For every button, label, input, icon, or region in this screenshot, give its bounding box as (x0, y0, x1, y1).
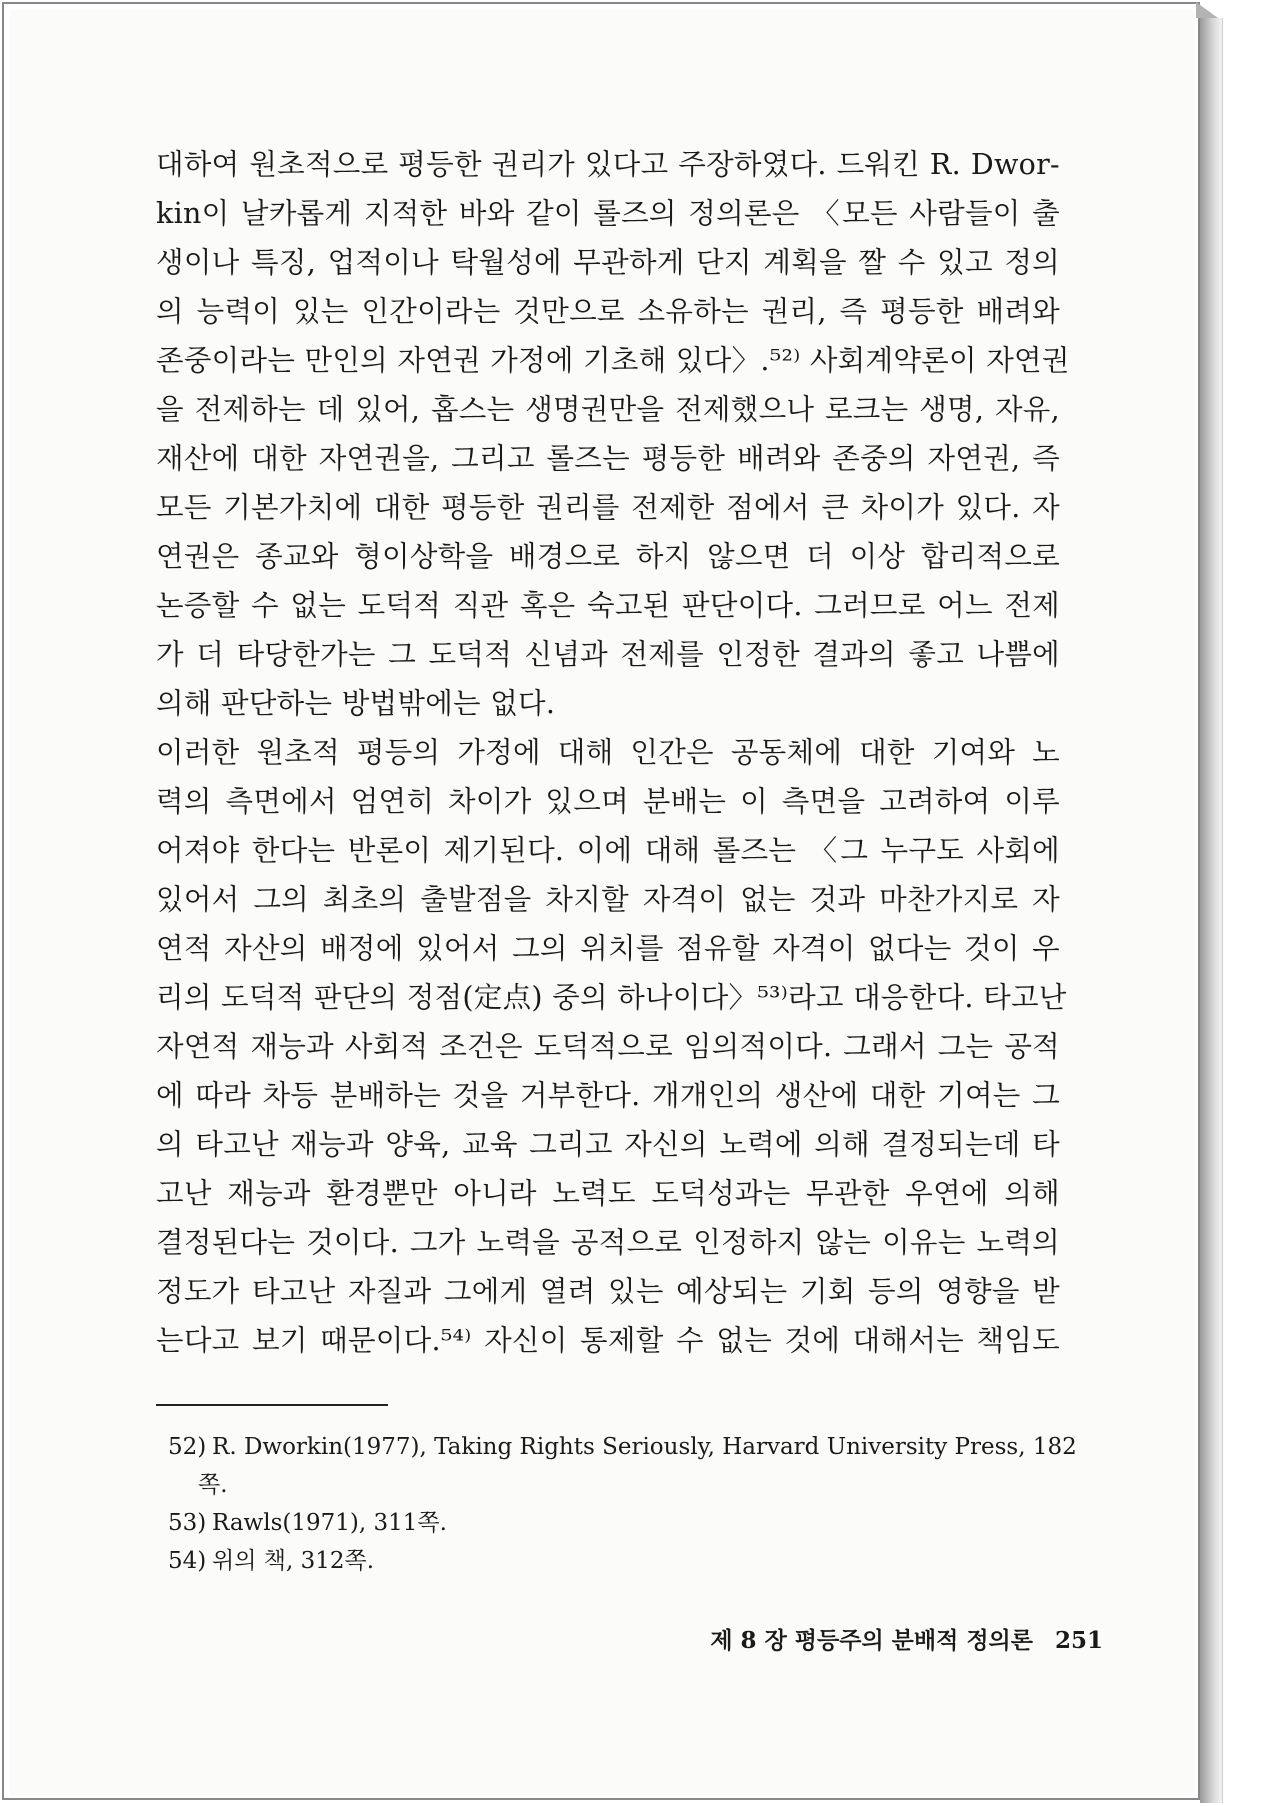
body-line: 자연적 재능과 사회적 조건은 도덕적으로 임의적이다. 그래서 그는 공적 (156, 1030, 1060, 1063)
page-edge-shadow (1200, 18, 1223, 1803)
body-line: 고난 재능과 환경뿐만 아니라 노력도 도덕성과는 무관한 우연에 의해 (156, 1177, 1060, 1210)
chapter-title: 제 8 장 평등주의 분배적 정의론 (710, 1627, 1033, 1654)
body-line: 재산에 대한 자연권을, 그리고 롤즈는 평등한 배려와 존중의 자연권, 즉 (156, 442, 1060, 475)
body-line: 연적 자산의 배정에 있어서 그의 위치를 점유할 자격이 없다는 것이 우 (156, 932, 1060, 965)
body-line: 어져야 한다는 반론이 제기된다. 이에 대해 롤즈는 〈그 누구도 사회에 (156, 834, 1060, 867)
footnote-number: 53) (168, 1510, 207, 1536)
body-line: 가 더 타당한가는 그 도덕적 신념과 전제를 인정한 결과의 좋고 나쁨에 (156, 638, 1060, 671)
footnote-divider (156, 1404, 388, 1406)
body-line: 의 능력이 있는 인간이라는 것만으로 소유하는 권리, 즉 평등한 배려와 (156, 295, 1060, 328)
body-text (156, 140, 1070, 1365)
body-line: 생이나 특징, 업적이나 탁월성에 무관하게 단지 계획을 짤 수 있고 정의 (156, 246, 1060, 279)
footnote-text: Rawls(1971), 311쪽. (212, 1510, 447, 1536)
footnote-number: 52) (168, 1434, 207, 1460)
body-line: 의해 판단하는 방법밖에는 없다. (156, 687, 556, 720)
body-line: 논증할 수 없는 도덕적 직관 혹은 숙고된 판단이다. 그러므로 어느 전제 (156, 589, 1060, 622)
body-line: 에 따라 차등 분배하는 것을 거부한다. 개개인의 생산에 대한 기여는 그 (156, 1079, 1060, 1112)
body-line: kin이 날카롭게 지적한 바와 같이 롤즈의 정의론은 〈모든 사람들이 출 (156, 197, 1060, 230)
body-line: 모든 기본가치에 대한 평등한 권리를 전제한 점에서 큰 차이가 있다. 자 (156, 491, 1060, 524)
footnote-continuation: 쪽. (198, 1472, 228, 1498)
body-line: 결정된다는 것이다. 그가 노력을 공적으로 인정하지 않는 이유는 노력의 (156, 1226, 1060, 1259)
body-line: 이러한 원초적 평등의 가정에 대해 인간은 공동체에 대한 기여와 노 (156, 736, 1060, 769)
body-line: 을 전제하는 데 있어, 홉스는 생명권만을 전제했으나 로크는 생명, 자유, (156, 393, 1060, 426)
body-line: 리의 도덕적 판단의 정점(定点) 중의 하나이다〉⁵³⁾라고 대응한다. 타고난 (156, 981, 1067, 1014)
footnote-53 (168, 1504, 1060, 1542)
body-line: 대하여 원초적으로 평등한 권리가 있다고 주장하였다. 드워킨 R. Dwor- (156, 148, 1060, 181)
footnote-54 (168, 1542, 1060, 1580)
page-curl-corner (1196, 2, 1218, 18)
body-line: 있어서 그의 최초의 출발점을 차지할 자격이 없는 것과 마찬가지로 자 (156, 883, 1060, 916)
body-line: 력의 측면에서 엄연히 차이가 있으며 분배는 이 측면을 고려하여 이루 (156, 785, 1060, 818)
body-line: 는다고 보기 때문이다.⁵⁴⁾ 자신이 통제할 수 없는 것에 대해서는 책임도 (156, 1324, 1060, 1357)
footnote-52 (168, 1428, 1077, 1504)
footnote-text: 위의 책, 312쪽. (212, 1548, 375, 1574)
footnote-number: 54) (168, 1548, 207, 1574)
running-footer (710, 1622, 1103, 1655)
page-number: 251 (1054, 1627, 1103, 1654)
body-line: 연권은 종교와 형이상학을 배경으로 하지 않으면 더 이상 합리적으로 (156, 540, 1060, 573)
body-line: 정도가 타고난 자질과 그에게 열려 있는 예상되는 기회 등의 영향을 받 (156, 1275, 1060, 1308)
footnotes (168, 1428, 1077, 1580)
body-line: 의 타고난 재능과 양육, 교육 그리고 자신의 노력에 의해 결정되는데 타 (156, 1128, 1060, 1161)
footnote-text: R. Dworkin(1977), Taking Rights Seriously, Harvard University Press, 182 (212, 1434, 1077, 1460)
body-line: 존중이라는 만인의 자연권 가정에 기초해 있다〉.⁵²⁾ 사회계약론이 자연권 (156, 344, 1070, 377)
